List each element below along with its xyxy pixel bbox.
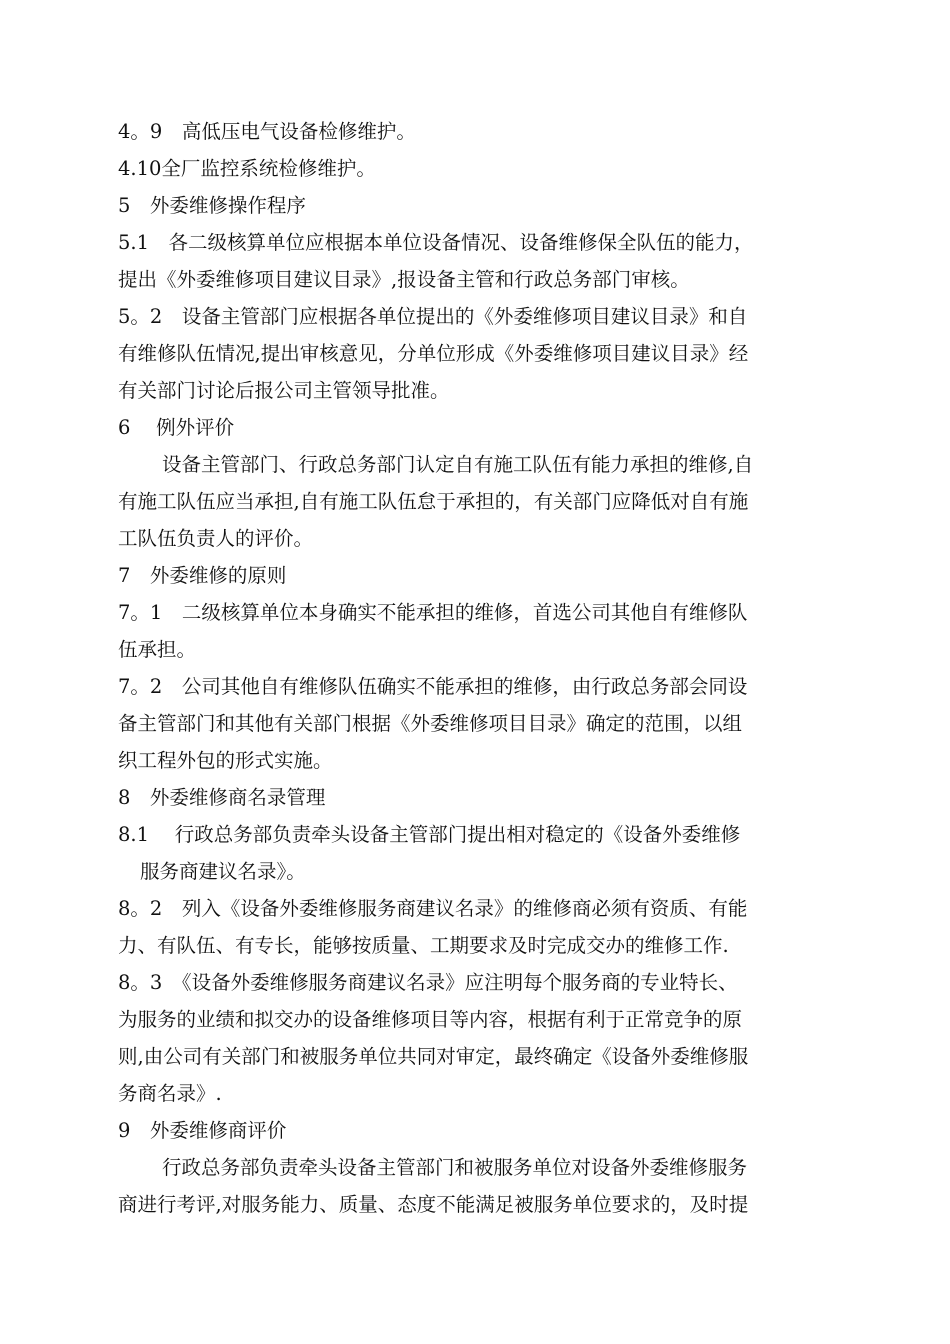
- text-line: 则,由公司有关部门和被服务单位共同对审定，最终确定《设备外委维修服: [118, 1045, 749, 1068]
- text-line: 4。9 高低压电气设备检修维护。: [118, 120, 416, 143]
- text-line: 8。2 列入《设备外委维修服务商建议名录》的维修商必须有资质、有能: [118, 897, 748, 920]
- text-line: 8.1 行政总务部负责牵头设备主管部门提出相对稳定的《设备外委维修: [118, 823, 741, 846]
- text-line: 有施工队伍应当承担,自有施工队伍怠于承担的，有关部门应降低对自有施: [118, 490, 749, 513]
- text-line: 为服务的业绩和拟交办的设备维修项目等内容，根据有利于正常竞争的原: [118, 1008, 743, 1031]
- section-heading: 6 例外评价: [118, 416, 235, 439]
- text-line: 有维修队伍情况,提出审核意见，分单位形成《外委维修项目建议目录》经: [118, 342, 749, 365]
- text-line: 设备主管部门、行政总务部门认定自有施工队伍有能力承担的维修,自: [162, 453, 754, 476]
- section-heading: 5 外委维修操作程序: [118, 194, 306, 217]
- text-line: 务商名录》.: [118, 1082, 222, 1105]
- text-line: 商进行考评,对服务能力、质量、态度不能满足被服务单位要求的，及时提: [118, 1193, 749, 1216]
- text-line: 5.1 各二级核算单位应根据本单位设备情况、设备维修保全队伍的能力，: [118, 231, 754, 254]
- text-line: 提出《外委维修项目建议目录》,报设备主管和行政总务部门审核。: [118, 268, 690, 291]
- section-heading: 9 外委维修商评价: [118, 1119, 287, 1142]
- text-line: 织工程外包的形式实施。: [118, 749, 333, 772]
- text-line: 服务商建议名录》。: [140, 860, 306, 883]
- text-line: 5。2 设备主管部门应根据各单位提出的《外委维修项目建议目录》和自: [118, 305, 748, 328]
- text-line: 工队伍负责人的评价。: [118, 527, 314, 550]
- text-line: 备主管部门和其他有关部门根据《外委维修项目目录》确定的范围，以组: [118, 712, 743, 735]
- text-line: 行政总务部负责牵头设备主管部门和被服务单位对设备外委维修服务: [162, 1156, 748, 1179]
- section-heading: 7 外委维修的原则: [118, 564, 287, 587]
- text-line: 伍承担。: [118, 638, 197, 661]
- text-line: 8。3 《设备外委维修服务商建议名录》应注明每个服务商的专业特长、: [118, 971, 738, 994]
- section-heading: 8 外委维修商名录管理: [118, 786, 326, 809]
- text-line: 7。1 二级核算单位本身确实不能承担的维修，首选公司其他自有维修队: [118, 601, 748, 624]
- text-line: 力、有队伍、有专长，能够按质量、工期要求及时完成交办的维修工作.: [118, 934, 729, 957]
- document-body: [118, 113, 848, 1223]
- text-line: 有关部门讨论后报公司主管领导批准。: [118, 379, 450, 402]
- text-line: 7。2 公司其他自有维修队伍确实不能承担的维修，由行政总务部会同设: [118, 675, 748, 698]
- text-line: 4.10全厂监控系统检修维护。: [118, 157, 376, 180]
